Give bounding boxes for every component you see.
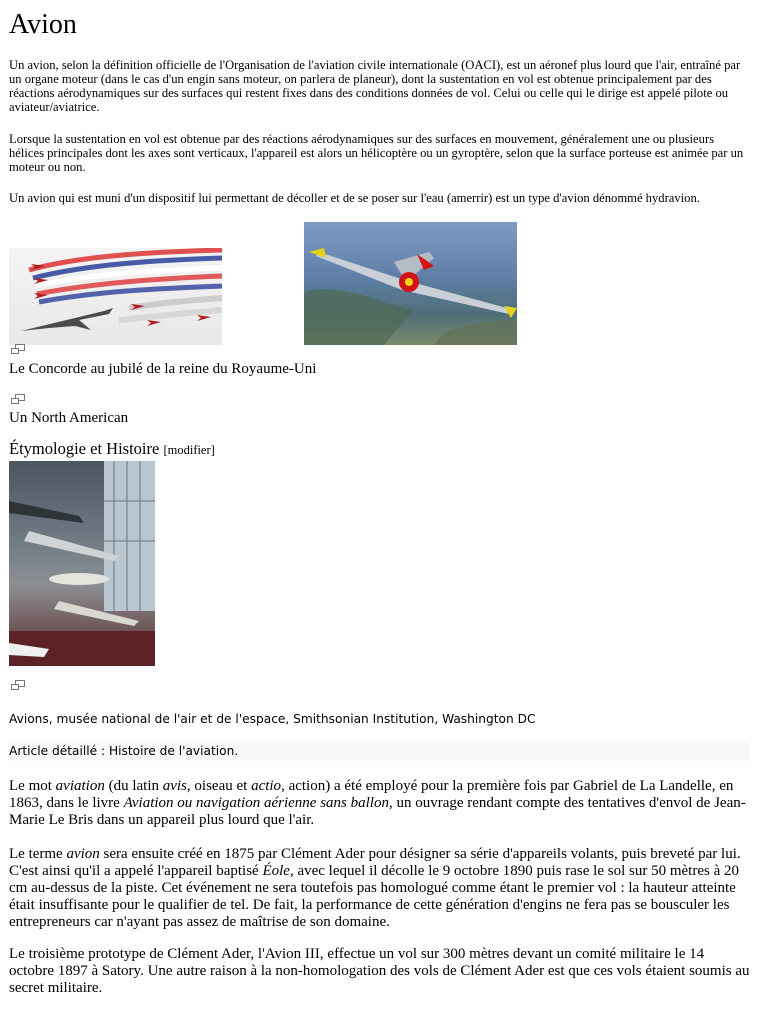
north-american-caption: Un North American [9,410,129,426]
enlarge-icon[interactable] [11,394,25,404]
intro-paragraph-3: Un avion qui est muni d'un dispositif lui permettant de décoller et de se poser sur l'eau (amerrir) est un type d'avion dénommé hydravion. [9,191,700,205]
enlarge-icon[interactable] [11,344,25,354]
section-title: Étymologie et Histoire [9,439,160,458]
edit-section-link[interactable]: [modifier] [163,443,215,457]
enlarge-icon[interactable] [11,680,25,690]
north-american-image[interactable] [304,222,517,345]
body-paragraph-2: Le terme avion sera ensuite créé en 1875 par Clément Ader pour désigner sa série d'appareils volants, puis breveté par lui. C'est ainsi qu'il a appelé l'appareil baptisé Éole, avec lequel il décolle le 9 octobre 1890 puis rase le sol sur 50 mètres à 20 cm au-dessus de la piste. Cet événement ne sera toutefois pas homologué comme étant le premier vol : la hauteur atteinte était insuffisante pour le qualifier de tel. De fait, la performance de cette génération d'engins ne fera pas se bousculer les entrepreneurs car n'ayant pas assez de maîtrise de son domaine. [9,846,741,930]
hatnote-main-article[interactable]: Article détaillé : Histoire de l'aviation. [9,741,749,761]
mustang-illustration [304,222,517,345]
intro-paragraph-2: Lorsque la sustentation en vol est obtenue par des réactions aérodynamiques sur des surfaces en mouvement, généralement une ou plusieurs hélices principales dont les axes sont verticaux, l'appareil est alors un hélicoptère ou un gyroptère, selon que la surface porteuse est animée par un moteur ou non. [9,132,744,174]
museum-image[interactable] [9,461,155,666]
intro-paragraph-1: Un avion, selon la définition officielle de l'Organisation de l'aviation civile internationale (OACI), est un aéronef plus lourd que l'air, entraîné par un organe moteur (dans le cas d'un engin sans moteur, on parlera de planeur), dont la sustentation en vol est obtenue principalement par des réactions aérodynamiques sur des surfaces qui restent fixes dans des conditions données de vol. Celui ou celle qui le dirige est appelé pilote ou aviateur/aviatrice. [9,58,741,114]
concorde-illustration [9,248,222,345]
museum-illustration [9,461,155,666]
body-paragraph-3: Le troisième prototype de Clément Ader, l'Avion III, effectue un vol sur 300 mètres devant un comité militaire le 14 octobre 1897 à Satory. Une autre raison à la non-homologation des vols de Clément Ader est que ces vols étaient soumis au secret militaire. [9,946,750,996]
concorde-image[interactable] [9,248,222,345]
museum-caption: Avions, musée national de l'air et de l'espace, Smithsonian Institution, Washington DC [9,712,536,726]
body-paragraph-1: Le mot aviation (du latin avis, oiseau et actio, action) a été employé pour la première fois par Gabriel de La Landelle, en 1863, dans le livre Aviation ou navigation aérienne sans ballon, un ouvrage rendant compte des tentatives d'envol de Jean-Marie Le Bris dans un appareil plus lourd que l'air. [9,778,746,828]
concorde-caption: Le Concorde au jubilé de la reine du Royaume-Uni [9,361,317,377]
page-title: Avion [9,9,77,40]
section-heading [9,439,215,460]
